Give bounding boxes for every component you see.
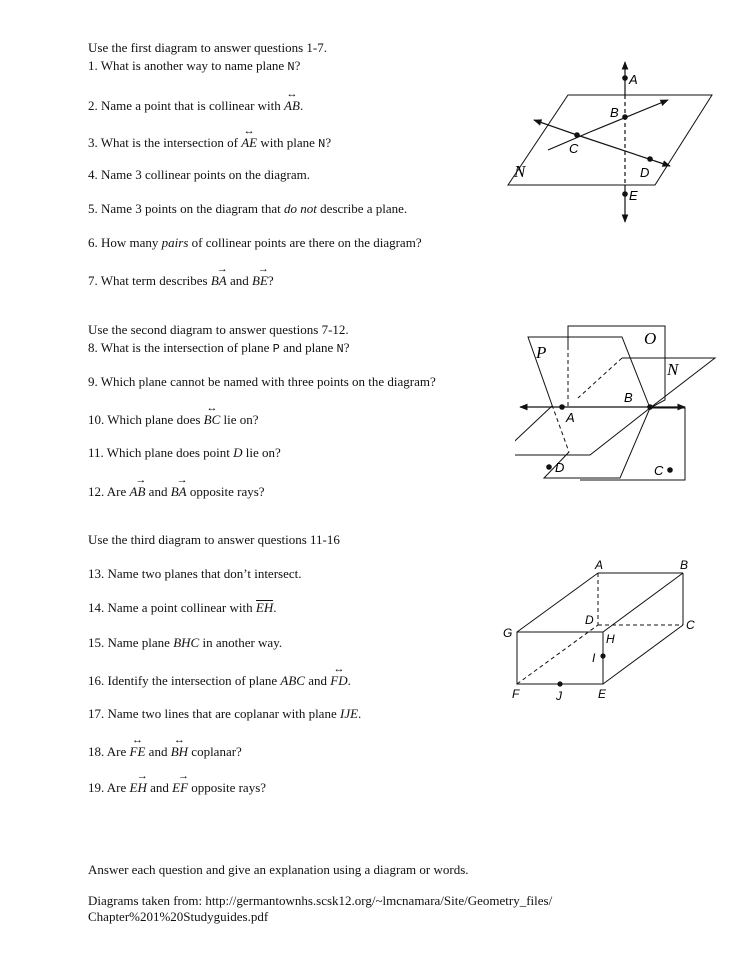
question-7: 7. What term describes → BA and → BE? <box>88 271 274 288</box>
label-f: F <box>512 687 520 701</box>
point-d <box>647 156 653 162</box>
question-11: 11. Which plane does point D lie on? <box>88 445 281 460</box>
label-j: J <box>556 689 562 703</box>
question-19: 19. Are → EH and → EF opposite rays? <box>88 778 266 795</box>
line-symbol: ↔ AB <box>284 96 300 113</box>
source-text-2: Chapter%201%20Studyguides.pdf <box>88 909 269 924</box>
ray-symbol: → BA <box>171 482 187 499</box>
diagram-2 <box>515 320 720 490</box>
point-c <box>574 132 580 138</box>
line-symbol: ↔ BC <box>204 410 221 427</box>
question-12: 12. Are → AB and → BA opposite rays? <box>88 482 265 499</box>
section3-intro: Use the third diagram to answer questions 11-16 <box>88 532 340 547</box>
section1-intro: Use the first diagram to answer questions 1-7. <box>88 40 328 55</box>
ray-symbol: → EF <box>172 778 188 795</box>
question-17: 17. Name two lines that are coplanar with plane IJE. <box>88 706 362 721</box>
label-plane-o: O <box>644 329 657 348</box>
question-13: 13. Name two planes that don’t intersect. <box>88 566 302 581</box>
question-3: 3. What is the intersection of ↔ AE with plane N? <box>88 133 331 152</box>
line-symbol: ↔ AE <box>241 133 257 150</box>
label-a: A <box>629 72 638 87</box>
label-h: H <box>606 632 615 646</box>
label-d: D <box>585 613 594 627</box>
question-14: 14. Name a point collinear with EH. <box>88 600 277 615</box>
front-face <box>517 632 603 684</box>
segment-symbol: EH <box>255 600 274 615</box>
point-a <box>622 75 628 81</box>
label-c: C <box>686 618 695 632</box>
label-plane-n: N <box>514 162 526 181</box>
ray-symbol: → EH <box>130 778 147 795</box>
label-i: I <box>592 651 596 665</box>
question-9: 9. Which plane cannot be named with three points on the diagram? <box>88 374 436 389</box>
diagram-1 <box>500 60 720 230</box>
label-e: E <box>598 687 607 701</box>
point-d <box>546 464 552 470</box>
question-1: 1. What is another way to name plane N? <box>88 58 301 74</box>
label-plane-p: P <box>536 343 547 362</box>
label-g: G <box>503 626 513 640</box>
point-j <box>557 681 562 686</box>
point-e <box>622 191 628 197</box>
question-2: 2. Name a point that is collinear with ↔ AB. <box>88 96 303 113</box>
section2-intro: Use the second diagram to answer questions 7-12. <box>88 322 349 337</box>
point-c <box>667 467 673 473</box>
diagram-3 <box>495 555 710 705</box>
label-c: C <box>569 141 579 156</box>
label-a: A <box>566 410 575 425</box>
label-d: D <box>555 460 565 475</box>
label-d: D <box>640 165 650 180</box>
label-a: A <box>595 558 604 572</box>
line-symbol: ↔ FE <box>130 742 146 759</box>
instruction-text: Answer each question and give an explanation using a diagram or words. <box>88 862 469 877</box>
question-6: 6. How many pairs of collinear points are there on the diagram? <box>88 235 422 250</box>
question-16: 16. Identify the intersection of plane ABC and ↔ FD. <box>88 671 351 688</box>
question-8: 8. What is the intersection of plane P and plane N? <box>88 340 350 356</box>
point-b <box>622 114 628 120</box>
question-18: 18. Are ↔ FE and ↔ BH coplanar? <box>88 742 242 759</box>
line-cb <box>590 100 668 132</box>
label-b: B <box>624 390 633 405</box>
label-b: B <box>610 105 619 120</box>
line-symbol: ↔ BH <box>171 742 188 759</box>
label-plane-n: N <box>667 360 679 379</box>
point-i <box>600 653 605 658</box>
source-text: Diagrams taken from: http://germantownhs.scsk12.org/~lmcnamara/Site/Geometry_files/ <box>88 893 553 908</box>
question-4: 4. Name 3 collinear points on the diagram. <box>88 167 311 182</box>
question-10: 10. Which plane does ↔ BC lie on? <box>88 410 259 427</box>
point-a <box>559 404 565 410</box>
ray-symbol: → BA <box>211 271 227 288</box>
line-symbol: ↔ FD <box>330 671 347 688</box>
point-b <box>647 404 653 410</box>
label-c: C <box>654 463 664 478</box>
question-5: 5. Name 3 points on the diagram that do not describe a plane. <box>88 201 408 216</box>
question-15: 15. Name plane BHC in another way. <box>88 635 283 650</box>
line-cd <box>534 120 577 135</box>
ray-symbol: → AB <box>130 482 146 499</box>
label-e: E <box>629 188 638 203</box>
ray-symbol: → BE <box>252 271 268 288</box>
label-b: B <box>680 558 689 572</box>
